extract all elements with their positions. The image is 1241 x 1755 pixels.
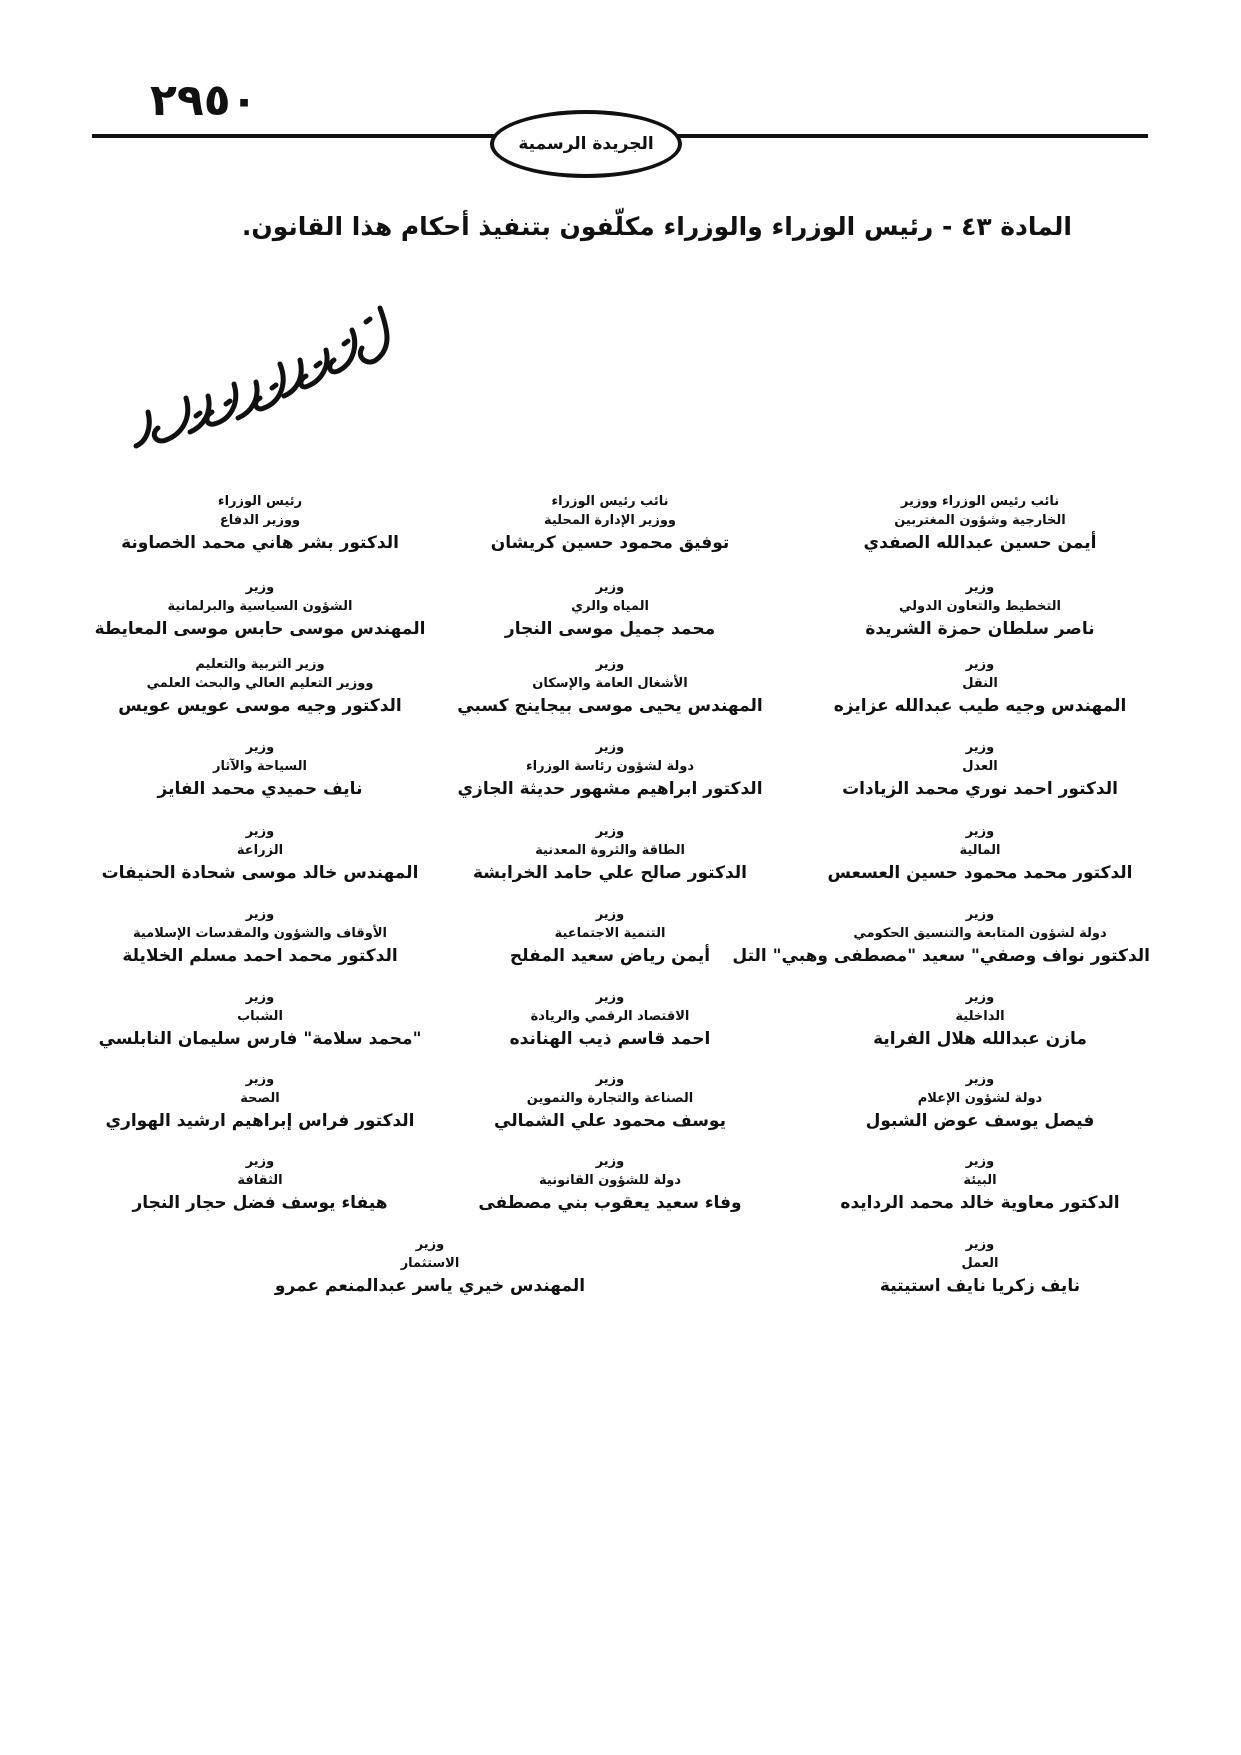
minister-name: نايف حميدي محمد الفايز <box>157 779 363 799</box>
minister-block <box>430 1070 790 1134</box>
minister-block <box>430 905 790 969</box>
minister-title: نائب رئيس الوزراء <box>551 494 669 509</box>
minister-name: الدكتور احمد نوري محمد الزيادات <box>842 779 1118 799</box>
minister-portfolio: الطاقة والثروة المعدنية <box>535 843 685 858</box>
minister-block <box>80 655 440 719</box>
minister-block <box>430 988 790 1052</box>
minister-title: وزير <box>965 580 995 595</box>
minister-name: الدكتور محمد محمود حسين العسعس <box>827 863 1133 883</box>
minister-title: وزير <box>965 1072 995 1087</box>
minister-title: وزير <box>965 1237 995 1252</box>
minister-name: المهندس يحيى موسى بيجاينج كسبي <box>457 696 763 716</box>
minister-portfolio: البيئة <box>963 1173 997 1188</box>
minister-block <box>810 1235 1150 1299</box>
minister-portfolio: المياه والري <box>571 599 649 614</box>
article-43-text: المادة ٤٣ - رئيس الوزراء والوزراء مكلّفون بتنفيذ أحكام هذا القانون. <box>241 212 1072 241</box>
minister-portfolio: الصناعة والتجارة والتموين <box>526 1091 694 1106</box>
minister-title: وزير <box>595 657 625 672</box>
minister-title: وزير <box>595 824 625 839</box>
minister-portfolio: الصحة <box>240 1091 280 1106</box>
minister-name: وفاء سعيد يعقوب بني مصطفى <box>478 1193 742 1213</box>
minister-name: فيصل يوسف عوض الشبول <box>865 1111 1095 1131</box>
minister-portfolio: التنمية الاجتماعية <box>554 926 666 941</box>
minister-name: يوسف محمود علي الشمالي <box>494 1111 726 1131</box>
minister-block <box>810 988 1150 1052</box>
minister-name: أيمن حسين عبدالله الصفدي <box>863 533 1097 553</box>
minister-title: وزير <box>965 657 995 672</box>
minister-portfolio: العمل <box>961 1256 999 1271</box>
minister-title: وزير <box>595 740 625 755</box>
minister-title: وزير <box>595 990 625 1005</box>
minister-title: وزير <box>415 1237 445 1252</box>
minister-name: ناصر سلطان حمزة الشريدة <box>865 619 1095 639</box>
minister-name: أيمن رياض سعيد المفلح <box>509 946 711 966</box>
minister-title: وزير <box>965 907 995 922</box>
gazette-title: الجريدة الرسمية <box>518 134 654 154</box>
minister-portfolio: العدل <box>962 759 998 774</box>
minister-name: توفيق محمود حسين كريشان <box>490 533 730 553</box>
minister-portfolio: الشؤون السياسية والبرلمانية <box>167 599 353 614</box>
minister-name: نايف زكريا نايف استيتية <box>879 1276 1081 1296</box>
minister-name: الدكتور فراس إبراهيم ارشيد الهواري <box>105 1111 415 1131</box>
minister-block <box>230 1235 630 1299</box>
minister-portfolio: ووزير الإدارة المحلية <box>543 513 676 528</box>
minister-portfolio: السياحة والآثار <box>213 759 307 774</box>
minister-name: الدكتور وجيه موسى عويس عويس <box>118 696 402 716</box>
minister-portfolio: الزراعة <box>236 843 284 858</box>
minister-name: هيفاء يوسف فضل حجار النجار <box>132 1193 388 1213</box>
minister-block <box>80 905 440 969</box>
minister-portfolio: ووزير الدفاع <box>219 513 301 528</box>
minister-name: "محمد سلامة" فارس سليمان النابلسي <box>98 1029 422 1049</box>
minister-name: المهندس خيري ياسر عبدالمنعم عمرو <box>274 1276 586 1296</box>
minister-title: وزير <box>965 824 995 839</box>
minister-block <box>810 738 1150 802</box>
minister-portfolio: المالية <box>959 843 1001 858</box>
minister-block <box>810 822 1150 886</box>
minister-block <box>810 1070 1150 1134</box>
minister-portfolio: الداخلية <box>955 1009 1005 1024</box>
minister-title: وزير <box>245 740 275 755</box>
minister-block <box>430 1152 790 1216</box>
minister-portfolio: دولة لشؤون رئاسة الوزراء <box>525 759 694 774</box>
minister-block <box>430 822 790 886</box>
royal-signature-graphic <box>130 300 420 450</box>
minister-title: رئيس الوزراء <box>217 494 303 509</box>
minister-block <box>810 655 1150 719</box>
gazette-header-oval <box>490 110 682 178</box>
minister-portfolio: الأشغال العامة والإسكان <box>532 676 688 691</box>
minister-block <box>80 988 440 1052</box>
minister-name: الدكتور محمد احمد مسلم الخلايلة <box>122 946 398 966</box>
minister-portfolio: النقل <box>962 676 998 691</box>
minister-portfolio: ووزير التعليم العالي والبحث العلمي <box>146 676 374 691</box>
minister-portfolio: الشباب <box>237 1009 283 1024</box>
minister-portfolio: الاقتصاد الرقمي والريادة <box>530 1009 690 1024</box>
minister-portfolio: دولة لشؤون المتابعة والتنسيق الحكومي <box>853 926 1107 941</box>
minister-name: الدكتور ابراهيم مشهور حديثة الجازي <box>457 779 763 799</box>
minister-portfolio: الثقافة <box>237 1173 283 1188</box>
minister-name: الدكتور بشر هاني محمد الخصاونة <box>121 533 399 553</box>
minister-portfolio: التخطيط والتعاون الدولي <box>898 599 1062 614</box>
minister-name: الدكتور معاوية خالد محمد الردايده <box>840 1193 1120 1213</box>
minister-name: مازن عبدالله هلال الفراية <box>873 1029 1087 1049</box>
minister-block <box>732 905 1150 969</box>
minister-block <box>80 492 440 556</box>
minister-block <box>430 738 790 802</box>
minister-block <box>810 1152 1150 1216</box>
minister-name: احمد قاسم ذيب الهنانده <box>509 1029 711 1049</box>
minister-block <box>80 578 440 642</box>
minister-block <box>80 1070 440 1134</box>
minister-portfolio: دولة للشؤون القانونية <box>539 1173 681 1188</box>
minister-title: وزير <box>245 580 275 595</box>
minister-title: وزير <box>245 907 275 922</box>
minister-title: وزير <box>965 740 995 755</box>
minister-block <box>80 1152 440 1216</box>
minister-title: وزير <box>965 990 995 1005</box>
minister-block <box>80 822 440 886</box>
minister-block <box>80 738 440 802</box>
minister-portfolio: الاستثمار <box>400 1256 460 1271</box>
minister-title: وزير <box>595 1072 625 1087</box>
minister-block <box>430 492 790 556</box>
minister-title: وزير <box>595 580 625 595</box>
minister-title: وزير <box>595 1154 625 1169</box>
royal-signature <box>130 300 420 450</box>
minister-portfolio: دولة لشؤون الإعلام <box>917 1091 1043 1106</box>
minister-name: الدكتور صالح علي حامد الخرابشة <box>472 863 747 883</box>
minister-block <box>430 578 790 642</box>
minister-title: نائب رئيس الوزراء ووزير <box>900 494 1060 509</box>
minister-title: وزير <box>965 1154 995 1169</box>
minister-title: وزير <box>245 824 275 839</box>
minister-name: المهندس موسى حابس موسى المعايطة <box>94 619 426 639</box>
minister-portfolio: الأوقاف والشؤون والمقدسات الإسلامية <box>132 926 388 941</box>
minister-name: الدكتور نواف وصفي" سعيد "مصطفى وهبي" التل <box>732 946 1150 966</box>
minister-name: محمد جميل موسى النجار <box>504 619 716 639</box>
minister-portfolio: الخارجية وشؤون المغتربين <box>894 513 1066 528</box>
minister-title: وزير <box>245 1072 275 1087</box>
minister-block <box>810 578 1150 642</box>
page-number: ٢٩٥٠ <box>150 75 258 126</box>
minister-title: وزير <box>245 990 275 1005</box>
minister-name: المهندس خالد موسى شحادة الحنيفات <box>101 863 419 883</box>
minister-title: وزير <box>595 907 625 922</box>
minister-block <box>430 655 790 719</box>
minister-name: المهندس وجيه طيب عبدالله عزايزه <box>833 696 1127 716</box>
minister-title: وزير <box>245 1154 275 1169</box>
minister-title: وزير التربية والتعليم <box>195 657 325 672</box>
minister-block <box>810 492 1150 556</box>
